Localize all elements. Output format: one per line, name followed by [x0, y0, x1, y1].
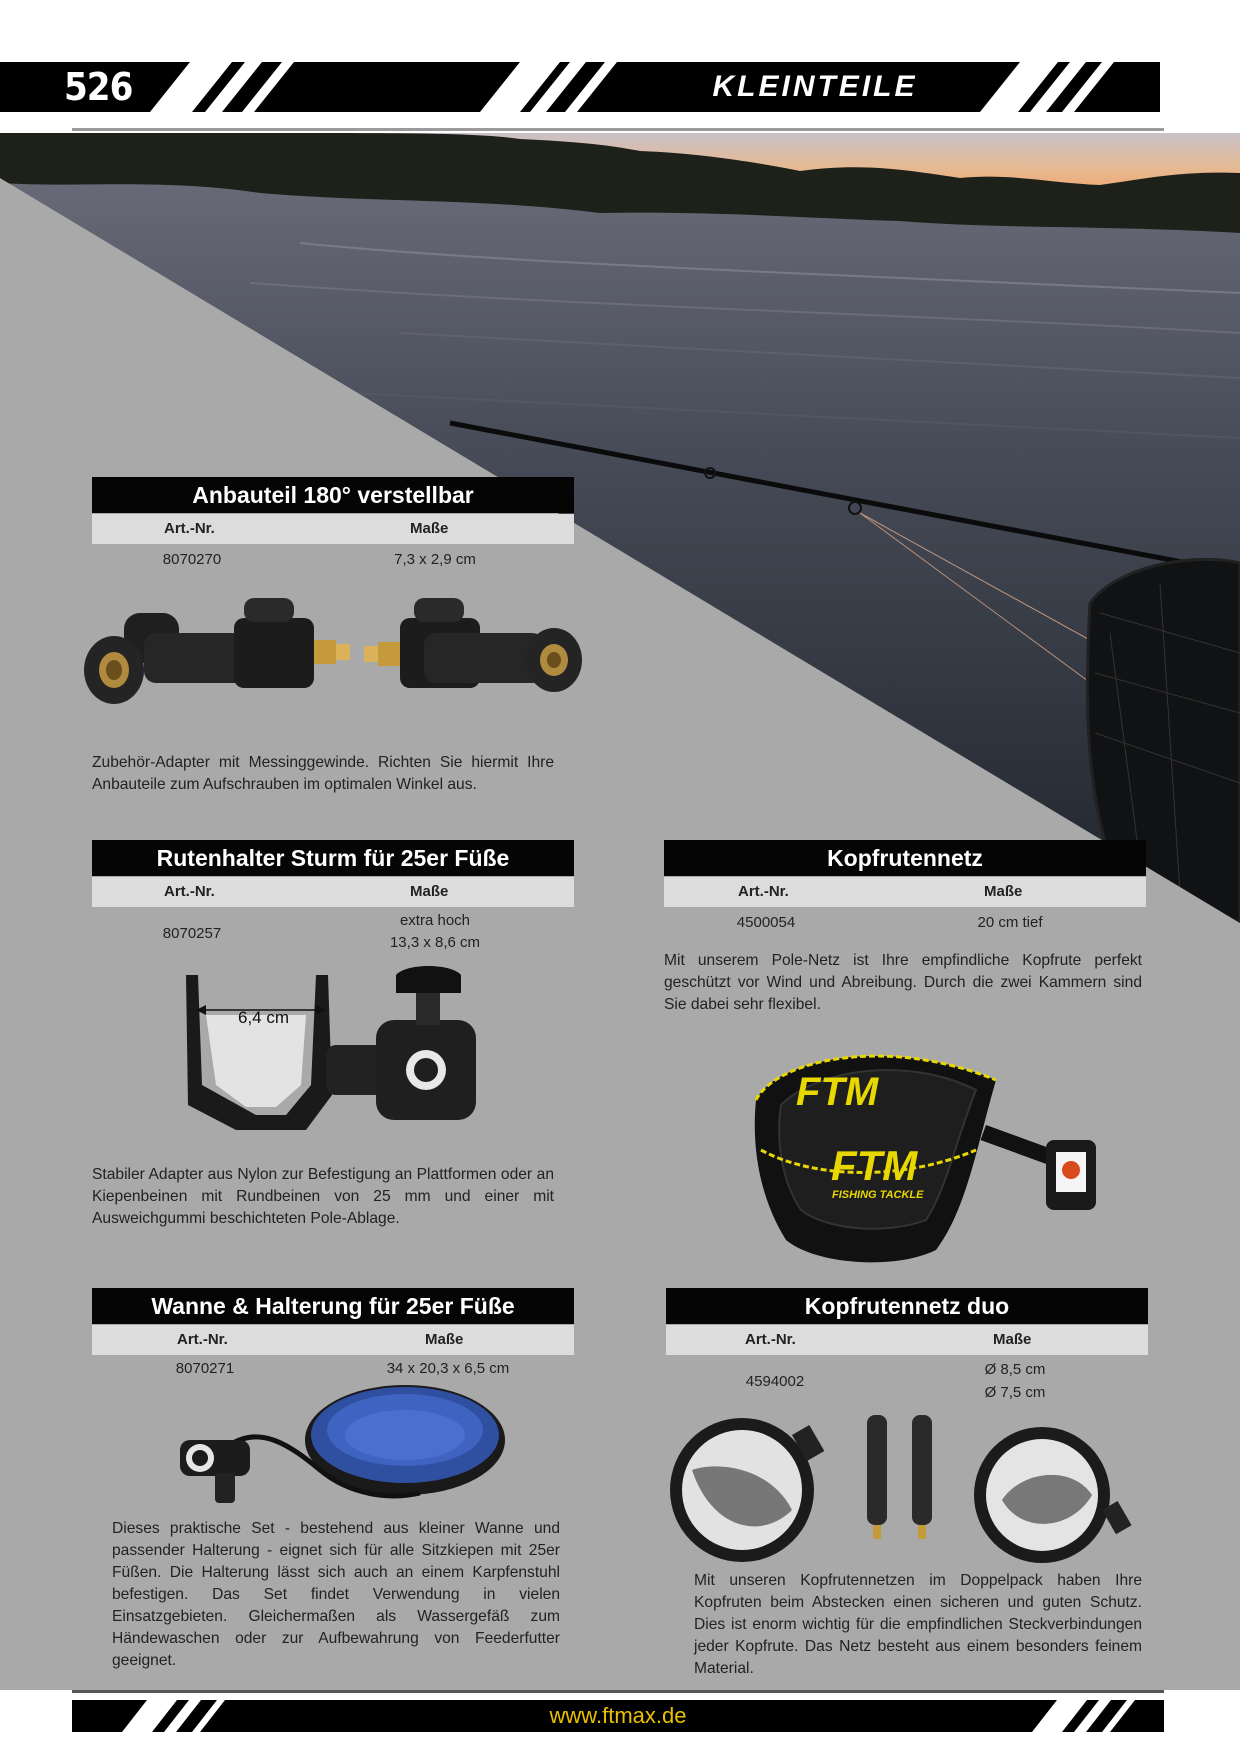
product-title-rutenhalter: Rutenhalter Sturm für 25er Füße [92, 840, 574, 876]
pole-net-image [736, 1030, 1116, 1270]
net-tagline: FISHING TACKLE [832, 1189, 924, 1201]
adapter-image [84, 588, 584, 728]
masse-value-line2: 13,3 x 8,6 cm [389, 934, 481, 951]
product-header-kopfrutennetz [664, 877, 1146, 907]
pole-net-duo-image [662, 1410, 1132, 1575]
art-nr-value: 8070270 [162, 551, 222, 568]
width-label: 6,4 cm [238, 1008, 290, 1027]
footer-url-link[interactable]: www.ftmax.de [549, 1703, 687, 1728]
masse-value-line1: Ø 8,5 cm [984, 1361, 1046, 1378]
art-nr-value: 8070271 [175, 1360, 235, 1377]
bowl-holder-image [160, 1385, 520, 1520]
description-wanne: Dieses praktische Set - bestehend aus kleiner Wanne und passender Halterung - eignet sich für alle Sitzkiepen mit 25er Füßen. Die Halterung lässt sich auch an einem Karpfenstuhl befestigen. Das Set findet Verwendung in vielen Einsatzgebieten. Gleichermaßen als Wassergefäß zum Händewaschen oder zur Aufbewahrung von Feederfutter geeignet. [112, 1520, 560, 1669]
product-title-anbauteil: Anbauteil 180° verstellbar [92, 477, 574, 513]
masse-value: 7,3 x 2,9 cm [394, 551, 476, 568]
art-nr-label: Art.-Nr. [177, 1331, 228, 1348]
art-nr-label: Art.-Nr. [738, 883, 789, 900]
masse-value-line2: Ø 7,5 cm [984, 1384, 1046, 1401]
art-nr-label: Art.-Nr. [164, 520, 215, 537]
footer-divider [72, 1690, 1164, 1693]
page-number: 526 [64, 65, 133, 109]
masse-label: Maße [993, 1331, 1032, 1348]
masse-value: 34 x 20,3 x 6,5 cm [386, 1360, 510, 1377]
art-nr-value: 4500054 [736, 914, 796, 931]
product-header-wanne [92, 1325, 574, 1355]
masse-label: Maße [984, 883, 1023, 900]
product-title-wanne: Wanne & Halterung für 25er Füße [92, 1288, 574, 1324]
product-header-rutenhalter [92, 877, 574, 907]
product-title-kopfrutennetz-duo: Kopfrutennetz duo [666, 1288, 1148, 1324]
masse-label: Maße [425, 1331, 464, 1348]
product-header-kopfrutennetz-duo [666, 1325, 1148, 1355]
masse-label: Maße [410, 520, 449, 537]
description-kopfrutennetz: Mit unserem Pole-Netz ist Ihre empfindliche Kopfrute perfekt geschützt vor Wind und Abreibung. Durch die zwei Kammern sind Sie dabei sehr flexibel. [664, 952, 1142, 1013]
masse-label: Maße [410, 883, 449, 900]
net-logo-front: FTM [831, 1142, 918, 1189]
masse-value: 20 cm tief [977, 914, 1043, 931]
masse-value-line1: extra hoch [399, 912, 471, 929]
art-nr-label: Art.-Nr. [164, 883, 215, 900]
rod-holder-image [176, 965, 516, 1155]
section-title: KLEINTEILE [712, 70, 918, 103]
art-nr-value: 4594002 [745, 1373, 805, 1390]
art-nr-label: Art.-Nr. [745, 1331, 796, 1348]
product-title-kopfrutennetz: Kopfrutennetz [664, 840, 1146, 876]
description-kopfrutennetz-duo: Mit unseren Kopfrutennetzen im Doppelpack haben Ihre Kopfruten beim Abstecken einen sicheren und guten Schutz. Dies ist enorm wichtig für die empfindlichen Steckverbindungen jeder Kopfrute. Das Netz besteht aus einem besonders feinem Material. [694, 1572, 1142, 1677]
header-divider [72, 128, 1164, 131]
net-logo-top: FTM [796, 1070, 879, 1114]
description-rutenhalter: Stabiler Adapter aus Nylon zur Befestigung an Plattformen oder an Kiepenbeinen mit Rundbeinen von 25 mm und einer mit Ausweichgummi beschichteten Pole-Ablage. [92, 1166, 554, 1227]
product-header-anbauteil [92, 514, 574, 544]
description-anbauteil: Zubehör-Adapter mit Messinggewinde. Richten Sie hiermit Ihre Anbauteile zum Aufschrauben im optimalen Winkel aus. [92, 754, 554, 793]
art-nr-value: 8070257 [162, 925, 222, 942]
header-stripes [0, 62, 1160, 112]
